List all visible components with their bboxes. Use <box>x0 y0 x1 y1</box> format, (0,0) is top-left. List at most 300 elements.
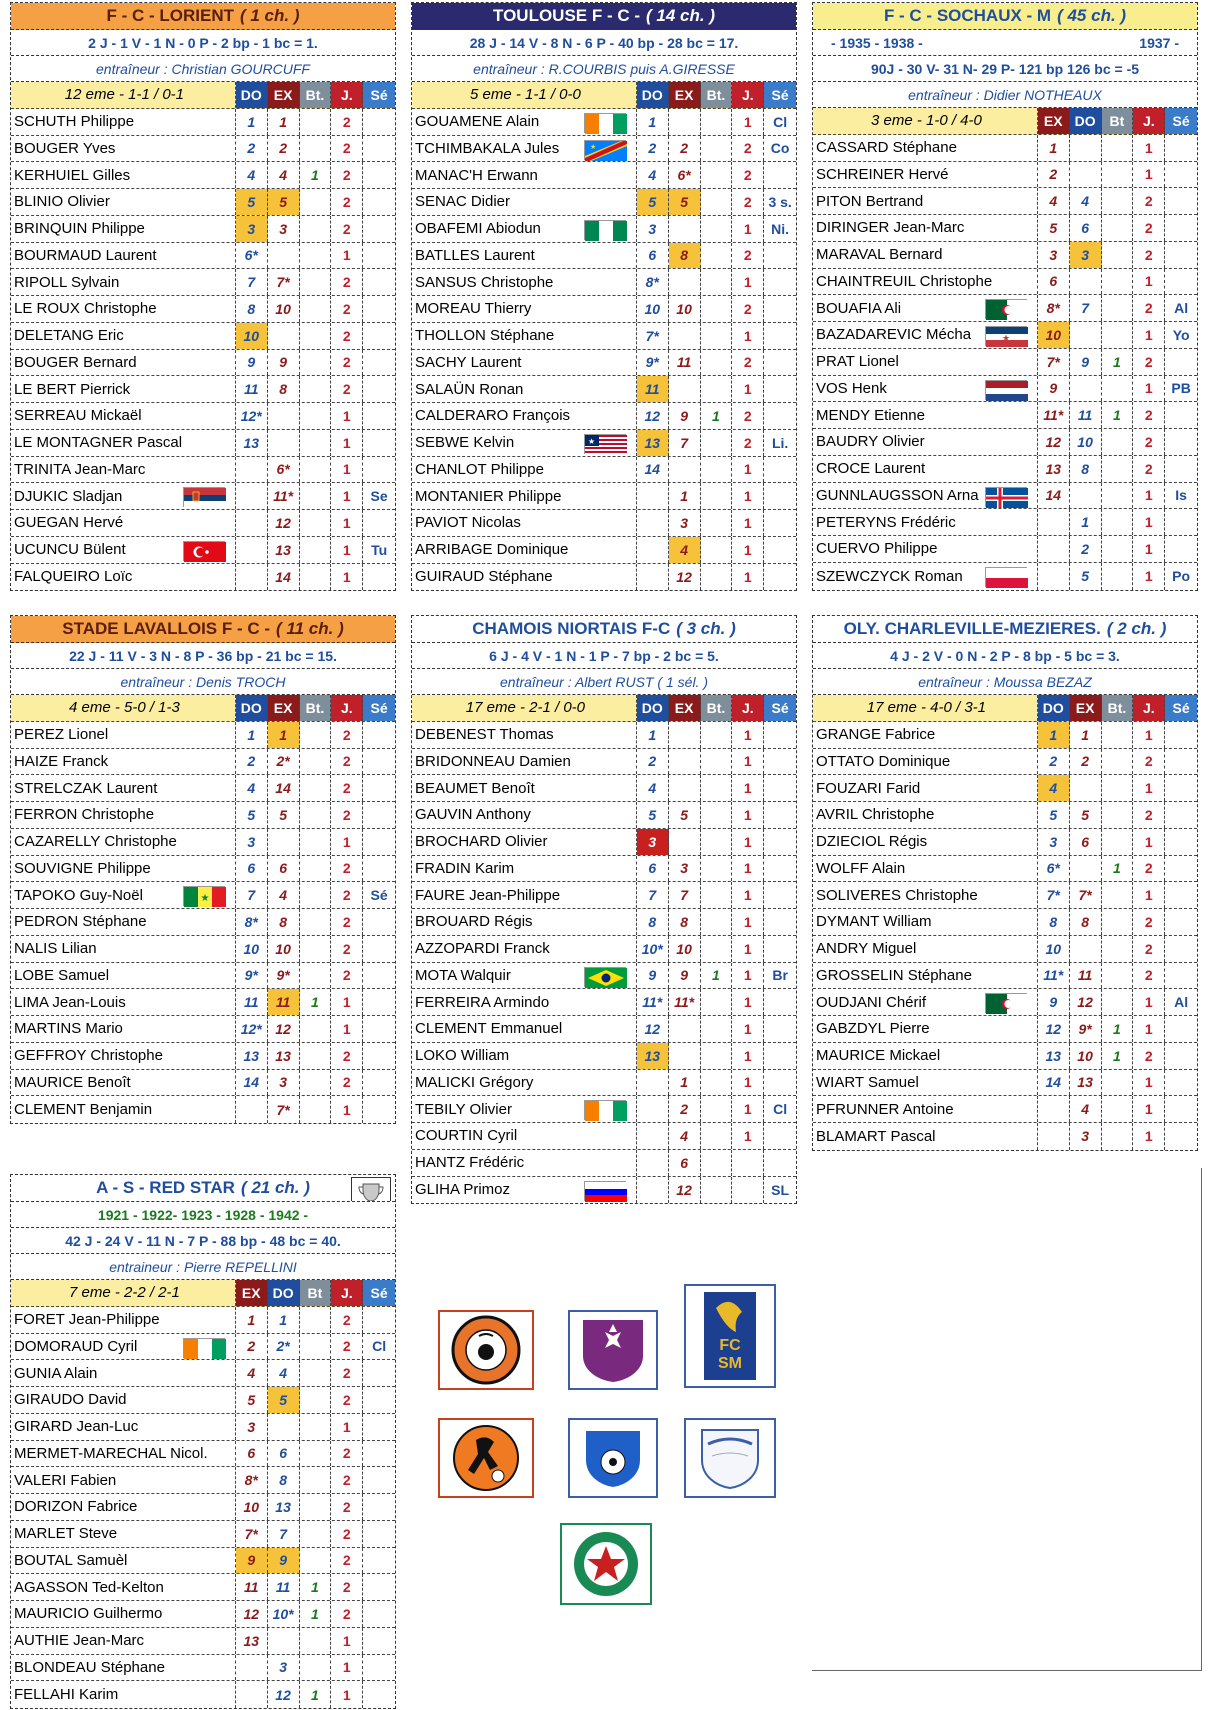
stat-cell: 6* <box>236 243 268 269</box>
team-header <box>813 616 1197 643</box>
stat-cell: 3 <box>236 216 268 242</box>
stat-cell: 1 <box>331 510 363 536</box>
player-name-text: LIMA Jean-Louis <box>14 993 126 1011</box>
stat-cell: 1 <box>732 269 764 295</box>
player-name-text: OUDJANI Chérif <box>816 993 927 1011</box>
table-row <box>813 483 1197 510</box>
stat-cell: 6 <box>236 856 268 882</box>
player-name-text: CHAINTREUIL Christophe <box>816 272 993 290</box>
stat-cell: 13 <box>1070 1070 1102 1096</box>
stat-cell <box>1165 1123 1197 1150</box>
stat-cell: 13 <box>236 1043 268 1069</box>
stat-cell <box>1102 376 1134 402</box>
table-row <box>412 749 796 776</box>
stat-cell: 2* <box>268 749 300 775</box>
team-header <box>813 3 1197 30</box>
stat-cell: 1 <box>732 936 764 962</box>
table-row <box>813 802 1197 829</box>
stat-cell <box>637 1096 669 1122</box>
stat-cell <box>764 483 796 509</box>
trophy-icon <box>351 1177 391 1202</box>
stat-cell: 6 <box>1070 829 1102 855</box>
stat-cell <box>1070 269 1102 295</box>
team-niort <box>411 615 797 1204</box>
player-name <box>813 563 1038 590</box>
player-name <box>11 829 236 855</box>
stat-cell <box>236 483 268 509</box>
stat-cell <box>701 564 733 591</box>
stat-cell: 12 <box>1038 1016 1070 1042</box>
column-header: EX <box>1070 695 1102 721</box>
player-name-text: CROCE Laurent <box>816 460 926 478</box>
stat-cell: 12 <box>669 1177 701 1204</box>
stat-cell <box>300 1414 332 1440</box>
player-name <box>813 509 1038 535</box>
stat-cell <box>764 537 796 563</box>
stat-cell: 4 <box>637 162 669 188</box>
stat-cell: 5 <box>637 189 669 215</box>
player-name-text: SZEWCZYCK Roman <box>816 567 963 585</box>
stat-cell: 8 <box>236 296 268 322</box>
table-row <box>813 1096 1197 1123</box>
player-name <box>11 936 236 962</box>
stat-cell <box>363 1070 395 1096</box>
stat-cell <box>363 1601 395 1627</box>
stat-cell: 1 <box>1102 1016 1134 1042</box>
player-name-text: LE MONTAGNER Pascal <box>14 434 183 452</box>
stat-cell <box>300 1096 332 1123</box>
player-name <box>813 483 1038 509</box>
player-name <box>813 349 1038 375</box>
stat-cell <box>701 216 733 242</box>
stat-cell <box>363 564 395 591</box>
stat-cell <box>701 430 733 456</box>
table-row <box>813 162 1197 189</box>
player-name-text: SCHREINER Hervé <box>816 165 949 183</box>
player-name-text: DEBENEST Thomas <box>415 726 554 744</box>
player-name-text: MARLET Steve <box>14 1525 118 1543</box>
stat-cell: 11 <box>1070 963 1102 989</box>
column-header: EX <box>268 82 300 108</box>
table-row <box>11 749 395 776</box>
stat-cell <box>701 1070 733 1096</box>
column-header: EX <box>236 1280 268 1306</box>
stat-cell <box>1165 963 1197 989</box>
stat-cell: 10 <box>268 296 300 322</box>
stat-cell: 2 <box>331 856 363 882</box>
team-name: A - S - RED STAR <box>96 1178 235 1197</box>
stat-cell <box>363 269 395 295</box>
slovenia-flag-icon <box>584 1181 626 1201</box>
table-row <box>11 909 395 936</box>
stat-cell <box>363 1387 395 1413</box>
player-name-text: MALICKI Grégory <box>415 1073 534 1091</box>
stat-cell <box>1165 1070 1197 1096</box>
stat-cell: 1 <box>300 1601 332 1627</box>
player-name-text: AZZOPARDI Franck <box>415 940 550 958</box>
table-header-row <box>813 108 1197 135</box>
player-name-text: CHANLOT Philippe <box>415 460 544 478</box>
table-row <box>11 376 395 403</box>
stat-cell <box>701 1096 733 1122</box>
stat-cell: 10 <box>236 936 268 962</box>
table-row <box>412 162 796 189</box>
stat-cell <box>300 722 332 748</box>
stat-cell <box>1102 775 1134 801</box>
stat-cell: 5 <box>669 189 701 215</box>
stat-cell <box>764 1150 796 1176</box>
player-name <box>11 722 236 748</box>
stat-cell: Se <box>370 488 388 505</box>
stat-cell <box>363 1441 395 1467</box>
stat-cell: 6* <box>1038 856 1070 882</box>
stat-cell: 2 <box>331 323 363 349</box>
team-redstar <box>10 1174 396 1709</box>
stat-cell: 1 <box>331 829 363 855</box>
stat-cell: 1 <box>732 564 764 591</box>
stat-cell <box>701 1123 733 1149</box>
stat-cell: 5 <box>236 1387 268 1413</box>
player-name-text: BROCHARD Olivier <box>415 833 548 851</box>
stat-cell <box>300 909 332 935</box>
stat-cell: 1 <box>1133 1123 1165 1150</box>
stat-cell: 1 <box>1070 722 1102 748</box>
stat-cell: 3 <box>669 510 701 536</box>
table-row <box>412 323 796 350</box>
player-name-text: CLEMENT Benjamin <box>14 1101 153 1119</box>
player-name <box>11 1360 236 1386</box>
table-row <box>813 563 1197 590</box>
stat-cell <box>236 1655 268 1681</box>
stat-cell: 1 <box>732 722 764 748</box>
stat-cell <box>1165 829 1197 855</box>
stat-cell <box>732 1177 764 1204</box>
player-name <box>412 376 637 402</box>
stat-cell: 8 <box>1038 909 1070 935</box>
player-name-text: GIRARD Jean-Luc <box>14 1418 139 1436</box>
player-name <box>813 856 1038 882</box>
stat-cell <box>363 350 395 376</box>
player-name <box>813 1070 1038 1096</box>
stat-cell: 12 <box>268 1016 300 1042</box>
stat-cell: 10 <box>1070 429 1102 455</box>
stat-cell: 8* <box>236 1467 268 1493</box>
stat-cell: 1 <box>1133 1016 1165 1042</box>
stat-cell: 1 <box>1102 402 1134 428</box>
player-name-text: LE ROUX Christophe <box>14 300 157 318</box>
stat-cell: 9 <box>236 1548 268 1574</box>
player-name <box>11 1096 236 1123</box>
player-name-text: FOUZARI Farid <box>816 779 921 797</box>
stat-cell: 1 <box>331 1414 363 1440</box>
table-row <box>11 1387 395 1414</box>
stat-cell <box>300 1494 332 1520</box>
table-row <box>11 1655 395 1682</box>
stat-cell <box>268 430 300 456</box>
stat-cell <box>363 403 395 429</box>
player-name-text: DIRINGER Jean-Marc <box>816 219 965 237</box>
table-row <box>11 1043 395 1070</box>
stat-cell <box>363 1681 395 1708</box>
stat-cell <box>1038 1123 1070 1150</box>
stat-cell <box>732 1150 764 1176</box>
table-row <box>11 537 395 564</box>
column-header: Sé <box>363 695 395 721</box>
stat-cell: 14 <box>1038 1070 1070 1096</box>
team-coach: entraîneur : Christian GOURCUFF <box>11 56 395 82</box>
stat-cell <box>363 1574 395 1600</box>
table-row <box>813 429 1197 456</box>
stat-cell <box>300 537 332 563</box>
team-lorient <box>10 2 396 591</box>
player-name-text: BLONDEAU Stéphane <box>14 1658 165 1676</box>
stat-cell <box>300 296 332 322</box>
stat-cell: 4 <box>236 775 268 801</box>
stat-cell: Co <box>770 140 790 157</box>
column-header: J. <box>331 695 363 721</box>
team-name: STADE LAVALLOIS F - C - <box>62 619 271 638</box>
table-row <box>11 936 395 963</box>
stat-cell <box>300 109 332 135</box>
player-name-text: LE BERT Pierrick <box>14 380 131 398</box>
table-row <box>11 296 395 323</box>
player-name <box>11 350 236 376</box>
player-name-text: SEBWE Kelvin <box>415 434 515 452</box>
stat-cell: Is <box>1175 487 1187 504</box>
stat-cell: 6 <box>669 1150 701 1176</box>
stat-cell: 11* <box>637 989 669 1015</box>
stat-cell: 1 <box>732 1043 764 1069</box>
column-header: Sé <box>764 82 796 108</box>
column-header: EX <box>669 695 701 721</box>
player-name-text: GEFFROY Christophe <box>14 1047 163 1065</box>
stat-cell <box>1102 215 1134 241</box>
stat-cell <box>701 136 733 162</box>
player-name-text: SCHUTH Philippe <box>14 113 135 131</box>
liberia-flag-icon <box>584 434 626 454</box>
stat-cell <box>637 1150 669 1176</box>
player-name-text: GOUAMENE Alain <box>415 113 540 131</box>
stat-cell <box>1070 775 1102 801</box>
stat-cell <box>669 376 701 402</box>
stat-cell: 1 <box>331 1096 363 1123</box>
stat-cell: 2 <box>331 1574 363 1600</box>
table-row <box>813 188 1197 215</box>
table-row <box>11 802 395 829</box>
stat-cell: 5 <box>669 802 701 828</box>
player-name <box>813 242 1038 268</box>
stat-cell <box>300 1467 332 1493</box>
stat-cell: 1 <box>732 323 764 349</box>
player-name-text: STRELCZAK Laurent <box>14 779 158 797</box>
stat-cell: 1 <box>1102 1043 1134 1069</box>
player-name <box>412 1096 637 1122</box>
player-name-text: NALIS Lilian <box>14 940 97 958</box>
table-row <box>813 909 1197 936</box>
player-name <box>412 537 637 563</box>
player-name-text: MOREAU Thierry <box>415 300 532 318</box>
stat-cell <box>1102 188 1134 214</box>
stat-cell: 9 <box>268 1548 300 1574</box>
brazil-flag-icon <box>584 967 626 987</box>
stat-cell <box>764 1016 796 1042</box>
table-row <box>412 109 796 136</box>
stat-cell: 1 <box>732 1070 764 1096</box>
stat-cell: PB <box>1171 380 1191 397</box>
stat-cell <box>1165 536 1197 562</box>
stat-cell <box>764 269 796 295</box>
team-coach: entraîneur : Didier NOTHEAUX <box>813 82 1197 108</box>
tfc-logo-icon <box>568 1310 658 1390</box>
column-header: Bt. <box>1102 695 1134 721</box>
stat-cell: 2 <box>331 269 363 295</box>
stat-cell: Cl <box>372 1338 387 1355</box>
stat-cell: 2 <box>669 1096 701 1122</box>
table-row <box>412 829 796 856</box>
stat-cell: Po <box>1172 568 1191 585</box>
player-name <box>11 909 236 935</box>
stat-cell <box>300 936 332 962</box>
table-row <box>813 322 1197 349</box>
stat-cell: 9 <box>669 963 701 989</box>
stat-cell: 4 <box>236 162 268 188</box>
stat-cell <box>701 350 733 376</box>
table-row <box>813 1070 1197 1097</box>
stat-cell: 4 <box>1038 188 1070 214</box>
player-name <box>11 1548 236 1574</box>
stat-cell: 2 <box>331 1467 363 1493</box>
stat-cell <box>764 162 796 188</box>
column-header: EX <box>1038 108 1070 134</box>
player-name <box>412 457 637 483</box>
stat-cell <box>363 1360 395 1386</box>
table-row <box>11 350 395 377</box>
stat-cell: 2 <box>331 802 363 828</box>
stat-cell: 2* <box>268 1334 300 1360</box>
stat-cell <box>1070 376 1102 402</box>
table-row <box>412 775 796 802</box>
stat-cell <box>1165 1096 1197 1122</box>
stat-cell <box>363 1494 395 1520</box>
stat-cell <box>1038 1096 1070 1122</box>
stat-cell: 10 <box>669 936 701 962</box>
table-row <box>412 1150 796 1177</box>
stat-cell: 2 <box>1133 215 1165 241</box>
stat-cell: 10 <box>236 1494 268 1520</box>
table-row <box>11 1467 395 1494</box>
stat-cell <box>300 323 332 349</box>
table-row <box>412 189 796 216</box>
stat-cell: 11 <box>268 989 300 1015</box>
stat-cell <box>1070 936 1102 962</box>
player-name-text: HAIZE Franck <box>14 752 109 770</box>
stat-cell: 8* <box>1038 295 1070 321</box>
table-row <box>11 1494 395 1521</box>
stat-cell: 2 <box>331 216 363 242</box>
stat-cell <box>1102 802 1134 828</box>
stat-cell <box>363 856 395 882</box>
player-name <box>11 882 236 908</box>
stat-cell <box>764 749 796 775</box>
stat-cell: 12 <box>268 510 300 536</box>
player-name-text: AUTHIE Jean-Marc <box>14 1632 145 1650</box>
stat-cell: 2 <box>732 189 764 215</box>
stat-cell: 10 <box>1038 936 1070 962</box>
table-row <box>412 457 796 484</box>
team-championships: ( 45 ch. ) <box>1057 6 1127 25</box>
player-name-text: AGASSON Ted-Kelton <box>14 1578 164 1596</box>
player-name-text: COURTIN Cyril <box>415 1127 518 1145</box>
stat-cell: 1 <box>268 109 300 135</box>
player-name-text: SALAÜN Ronan <box>415 380 524 398</box>
stat-cell <box>764 775 796 801</box>
stat-cell <box>1102 1070 1134 1096</box>
stat-cell <box>363 457 395 483</box>
stat-cell <box>300 856 332 882</box>
player-name <box>412 162 637 188</box>
stat-cell <box>300 882 332 908</box>
table-row <box>11 1016 395 1043</box>
player-name <box>11 1070 236 1096</box>
ivory-flag-icon <box>584 1100 626 1120</box>
player-name-text: FERREIRA Armindo <box>415 993 550 1011</box>
player-name <box>412 430 637 456</box>
table-row <box>11 1521 395 1548</box>
player-name-text: THOLLON Stéphane <box>415 327 555 345</box>
stat-cell: 4 <box>268 882 300 908</box>
stat-cell <box>764 564 796 591</box>
team-header <box>11 616 395 643</box>
stat-cell: 2 <box>732 296 764 322</box>
stat-cell <box>1102 536 1134 562</box>
stat-cell <box>701 856 733 882</box>
stat-cell: 1 <box>1133 775 1165 801</box>
stat-cell: 2 <box>1038 749 1070 775</box>
column-header: Bt <box>1102 108 1134 134</box>
player-name-text: BAUDRY Olivier <box>816 433 925 451</box>
stat-cell <box>363 323 395 349</box>
stat-cell: 2 <box>331 775 363 801</box>
player-name-text: PRAT Lionel <box>816 353 899 371</box>
player-name <box>11 483 236 509</box>
stat-cell: 5 <box>1070 802 1102 828</box>
stat-cell: 1 <box>1102 349 1134 375</box>
player-name-text: BOUTAL Samuèl <box>14 1551 128 1569</box>
team-record: 90J - 30 V- 31 N- 29 P- 121 bp 126 bc = -5 <box>813 56 1197 82</box>
poland-flag-icon <box>985 567 1027 587</box>
player-name-text: TCHIMBAKALA Jules <box>415 139 560 157</box>
player-name-text: BOURMAUD Laurent <box>14 246 157 264</box>
player-name-text: GAUVIN Anthony <box>415 806 531 824</box>
stat-cell <box>363 909 395 935</box>
championship-years: 1921 - 1922- 1923 - 1928 - 1942 - <box>11 1202 395 1228</box>
player-name-text: GABZDYL Pierre <box>816 1020 930 1038</box>
stat-cell: 10 <box>1038 322 1070 348</box>
stat-cell: 14 <box>268 564 300 591</box>
table-row <box>11 189 395 216</box>
player-name-text: MONTANIER Philippe <box>415 487 562 505</box>
column-header: Bt. <box>300 82 332 108</box>
column-header: Bt <box>300 1280 332 1306</box>
stat-cell <box>764 936 796 962</box>
stat-cell <box>701 829 733 855</box>
stat-cell <box>236 510 268 536</box>
stat-cell <box>1102 963 1134 989</box>
player-name <box>11 1655 236 1681</box>
player-name-text: VALERI Fabien <box>14 1471 117 1489</box>
player-name <box>412 269 637 295</box>
stat-cell: 9 <box>637 963 669 989</box>
